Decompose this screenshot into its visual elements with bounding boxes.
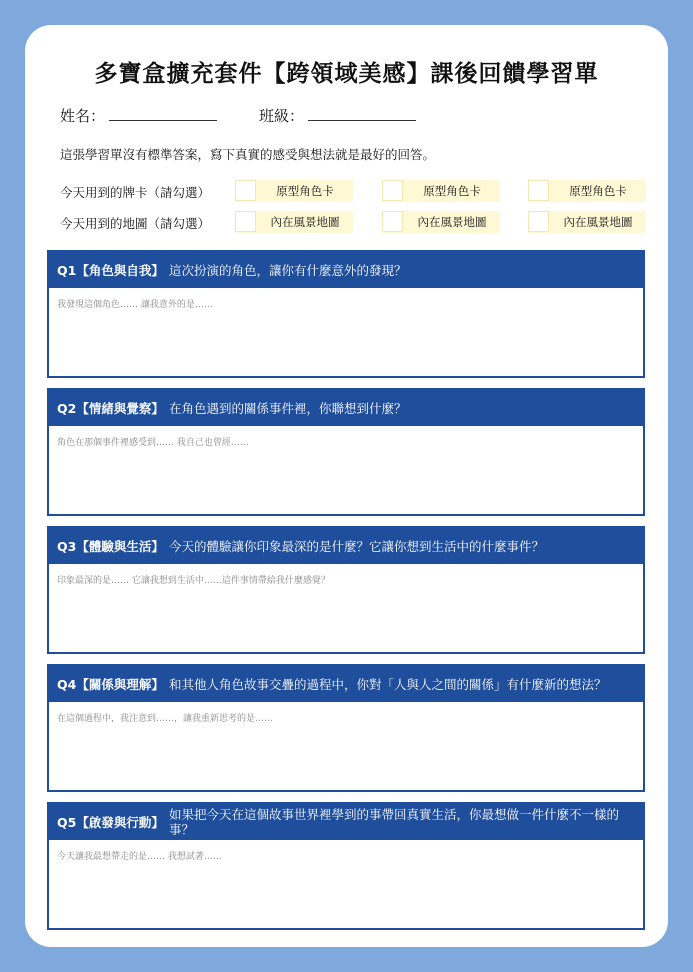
checkbox[interactable] <box>235 180 256 201</box>
question-tag: Q1【角色與自我】 <box>57 263 164 278</box>
name-label: 姓名： <box>60 107 106 125</box>
checkbox[interactable] <box>382 180 403 201</box>
card-option-1[interactable] <box>235 180 353 202</box>
card-option-3[interactable] <box>528 180 646 202</box>
class-field[interactable] <box>259 105 416 126</box>
map-selection-row <box>60 211 650 233</box>
map-option-1[interactable] <box>235 211 353 233</box>
question-header <box>49 252 643 288</box>
class-label: 班級： <box>259 107 305 125</box>
question-tag: Q3【體驗與生活】 <box>57 539 164 554</box>
question-text: 和其他人角色故事交疊的過程中，你對「人與人之間的關係」有什麼新的想法？ <box>169 676 607 692</box>
question-header <box>49 666 643 702</box>
question-text: 這次扮演的角色，讓你有什麼意外的發現？ <box>169 262 407 278</box>
question-text: 如果把今天在這個故事世界裡學到的事帶回真實生活，你最想做一件什麼不一樣的事？ <box>169 807 620 837</box>
checkbox[interactable] <box>528 180 549 201</box>
class-blank[interactable] <box>308 106 416 121</box>
question-card-q5 <box>47 802 645 930</box>
question-card-q4 <box>47 664 645 792</box>
checkbox[interactable] <box>235 211 256 232</box>
name-field[interactable] <box>60 105 217 126</box>
card-option-2[interactable] <box>382 180 500 202</box>
answer-hint[interactable]: 今天讓我最想帶走的是…… 我想試著…… <box>57 852 222 862</box>
question-header <box>49 528 643 564</box>
question-card-q2 <box>47 388 645 516</box>
map-option-2[interactable] <box>382 211 500 233</box>
checkbox[interactable] <box>528 211 549 232</box>
answer-hint[interactable]: 角色在那個事件裡感受到…… 我自己也曾經…… <box>57 438 249 448</box>
answer-hint[interactable]: 印象最深的是…… 它讓我想到生活中……這件事情帶給我什麼感覺？ <box>57 576 330 586</box>
map-row-label: 今天用到的地圖（請勾選） <box>60 216 211 231</box>
card-row-label: 今天用到的牌卡（請勾選） <box>60 185 211 200</box>
question-header <box>49 804 643 840</box>
worksheet-page <box>25 25 668 947</box>
question-text: 在角色遇到的關係事件裡，你聯想到什麼？ <box>169 400 407 416</box>
map-option-label: 內在風景地圖 <box>270 215 340 229</box>
map-option-label: 內在風景地圖 <box>417 215 487 229</box>
question-tag: Q2【情緒與覺察】 <box>57 401 164 416</box>
card-option-label: 原型角色卡 <box>423 184 481 198</box>
question-header <box>49 390 643 426</box>
map-option-3[interactable] <box>528 211 646 233</box>
question-tag: Q4【關係與理解】 <box>57 677 164 692</box>
map-option-label: 內在風景地圖 <box>563 215 633 229</box>
answer-hint[interactable]: 我發現這個角色…… 讓我意外的是…… <box>57 300 213 310</box>
instruction-note: 這張學習單沒有標準答案，寫下真實的感受與想法就是最好的回答。 <box>60 147 436 162</box>
name-blank[interactable] <box>109 106 217 121</box>
question-card-q3 <box>47 526 645 654</box>
card-option-label: 原型角色卡 <box>276 184 334 198</box>
question-card-q1 <box>47 250 645 378</box>
question-tag: Q5【啟發與行動】 <box>57 815 164 830</box>
card-selection-row <box>60 180 650 202</box>
question-text: 今天的體驗讓你印象最深的是什麼？它讓你想到生活中的什麼事件？ <box>169 538 545 554</box>
card-option-label: 原型角色卡 <box>569 184 627 198</box>
answer-hint[interactable]: 在這個過程中，我注意到……，讓我重新思考的是…… <box>57 714 274 724</box>
page-title: 多寶盒擴充套件【跨領域美感】課後回饋學習單 <box>94 61 599 87</box>
checkbox[interactable] <box>382 211 403 232</box>
